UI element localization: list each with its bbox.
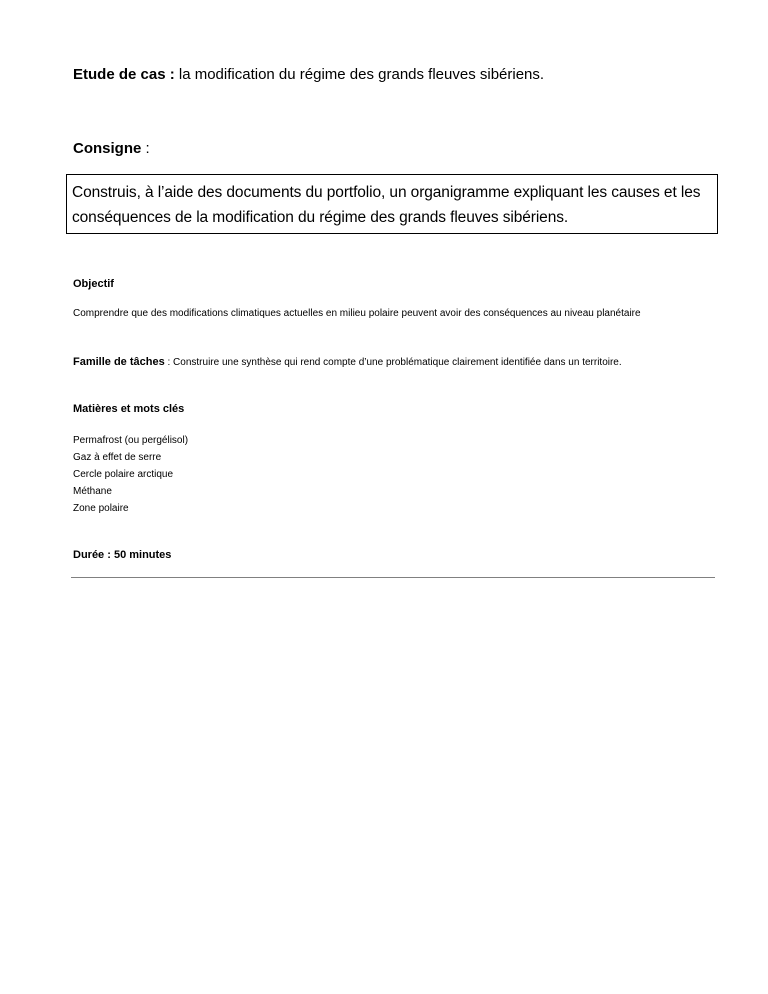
matieres-heading: Matières et mots clés [73,403,185,415]
objectif-text: Comprendre que des modifications climatiques actuelles en milieu polaire peuvent avoir des conséquences au niveau planétaire [73,308,641,319]
consigne-instruction-box [66,174,718,234]
consigne-label: Consigne [73,140,142,157]
famille-label: Famille de tâches [73,356,165,368]
keyword-item: Permafrost (ou pergélisol) [73,435,189,446]
objectif-heading: Objectif [73,278,114,290]
duree-label: Durée : 50 minutes [73,549,172,561]
famille-de-taches [73,354,714,371]
keyword-item: Cercle polaire arctique [73,469,174,480]
horizontal-divider [71,577,715,578]
consigne-instruction: Construis, à l’aide des documents du portfolio, un organigramme expliquant les causes et les conséquences de la modification du régime des grands fleuves sibériens. [72,184,701,226]
title-label: Etude de cas : [73,66,175,83]
page-title [73,65,544,85]
consigne-suffix: : [141,140,150,157]
keyword-item: Zone polaire [73,503,129,514]
keyword-list [73,432,188,517]
keyword-item: Gaz à effet de serre [73,452,162,463]
famille-text: : Construire une synthèse qui rend compte d’une problématique clairement identifiée dans un territoire. [164,357,622,368]
consigne-heading [73,139,150,159]
keyword-item: Méthane [73,486,112,497]
title-text: la modification du régime des grands fleuves sibériens. [174,66,545,83]
